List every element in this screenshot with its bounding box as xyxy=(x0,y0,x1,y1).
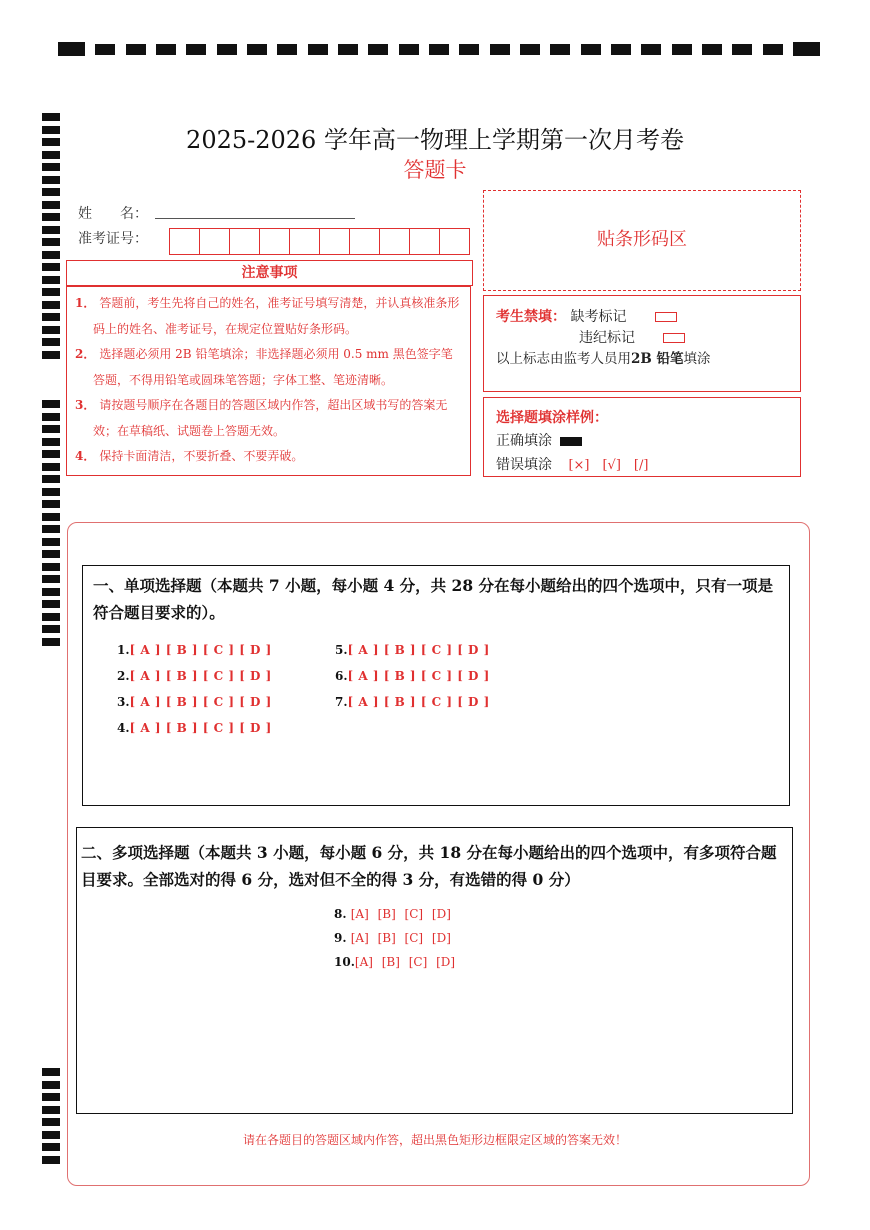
violation-label: 违纪标记 xyxy=(579,330,635,346)
question-row[interactable]: 1.[ A ] [ B ] [ C ] [ D ] xyxy=(117,643,272,657)
wrong-fill-label: 错误填涂 xyxy=(496,457,552,473)
absent-mark-box[interactable] xyxy=(655,312,677,322)
question-row[interactable]: 2.[ A ] [ B ] [ C ] [ D ] xyxy=(117,669,272,683)
section2-title: 二、多项选择题（本题共 3 小题，每小题 6 分，共 18 分在每小题给出的四个选项中，有多项符合题目要求。全部选对的得 6 分，选对但不全的得 3 分，有选错的得 0 分） xyxy=(81,843,777,889)
section-single-choice xyxy=(82,565,790,806)
question-row[interactable]: 10.[A] [B] [C] [D] xyxy=(334,955,456,969)
question-row[interactable]: 5.[ A ] [ B ] [ C ] [ D ] xyxy=(335,643,490,657)
name-field[interactable] xyxy=(155,218,355,219)
question-row[interactable]: 9. [A] [B] [C] [D] xyxy=(334,931,451,945)
section1-title: 一、单项选择题（本题共 7 小题，每小题 4 分，共 28 分在每小题给出的四个选项中，只有一项是符合题目要求的）。 xyxy=(93,576,774,622)
question-row[interactable]: 6.[ A ] [ B ] [ C ] [ D ] xyxy=(335,669,490,683)
forbidden-note: 以上标志由监考人员用2B 铅笔填涂 xyxy=(496,351,711,367)
notice-box xyxy=(66,286,471,476)
left-timing-marks-middle xyxy=(42,400,60,646)
question-row[interactable]: 3.[ A ] [ B ] [ C ] [ D ] xyxy=(117,695,272,709)
barcode-area: 贴条形码区 xyxy=(483,190,801,291)
forbidden-label: 考生禁填： xyxy=(496,309,566,325)
question-row[interactable]: 7.[ A ] [ B ] [ C ] [ D ] xyxy=(335,695,490,709)
name-label: 姓 名： xyxy=(78,206,148,222)
correct-fill-label: 正确填涂 xyxy=(496,433,552,449)
footer-note: 请在各题目的答题区域内作答，超出黑色矩形边框限定区域的答案无效！ xyxy=(242,1133,627,1147)
question-row[interactable]: 4.[ A ] [ B ] [ C ] [ D ] xyxy=(117,721,272,735)
forbidden-fill-box xyxy=(483,295,801,392)
absent-label: 缺考标记 xyxy=(570,309,627,325)
notice-item: 3． 请按题号顺序在各题目的答题区域内作答，超出区域书写的答案无效；在草稿纸、试题卷上答题无效。 xyxy=(75,398,448,438)
filled-sample-mark xyxy=(560,437,582,446)
top-timing-marks xyxy=(58,42,820,56)
page-title: 2025-2026 学年高一物理上学期第一次月考卷 xyxy=(186,126,684,154)
section-multiple-choice xyxy=(76,827,793,1114)
id-label: 准考证号： xyxy=(78,231,148,247)
left-timing-marks-lower xyxy=(42,1068,60,1164)
fill-sample-label: 选择题填涂样例： xyxy=(496,410,608,426)
wrong-fill-marks: [×] [√] [/] xyxy=(568,458,649,473)
notice-heading: 注意事项 xyxy=(66,260,473,286)
question-row[interactable]: 8. [A] [B] [C] [D] xyxy=(334,907,451,921)
notice-item: 4． 保持卡面清洁，不要折叠、不要弄破。 xyxy=(75,449,304,463)
id-number-boxes[interactable] xyxy=(170,228,470,255)
fill-sample-box xyxy=(483,397,801,477)
notice-item: 1． 答题前，考生先将自己的姓名，准考证号填写清楚，并认真核准条形码上的姓名、准考证号，在规定位置贴好条形码。 xyxy=(75,296,460,336)
notice-item: 2． 选择题必须用 2B 铅笔填涂；非选择题必须用 0.5 mm 黑色签字笔答题，不得用铅笔或圆珠笔答题；字体工整、笔迹清晰。 xyxy=(75,347,453,387)
page-subtitle: 答题卡 xyxy=(403,158,467,182)
violation-mark-box[interactable] xyxy=(663,333,685,343)
